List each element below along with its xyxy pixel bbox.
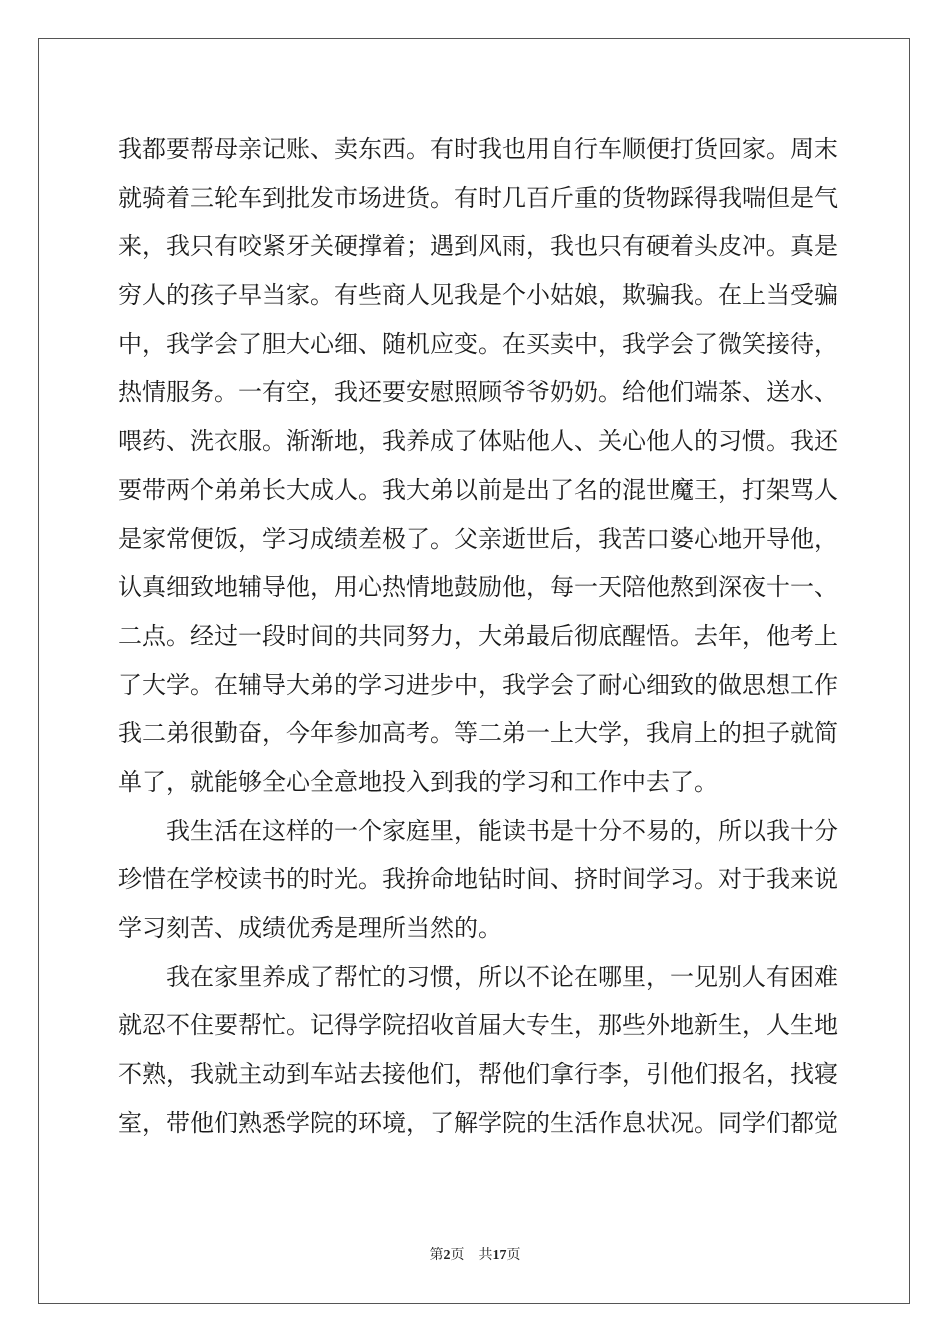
text-line: 就骑着三轮车到批发市场进货。有时几百斤重的货物踩得我喘但是气 — [118, 183, 838, 212]
text-line: 了大学。在辅导大弟的学习进步中，我学会了耐心细致的做思想工作 — [118, 670, 838, 699]
text-line: 热情服务。一有空，我还要安慰照顾爷爷奶奶。给他们端茶、送水、 — [118, 378, 838, 407]
text-line: 我二弟很勤奋，今年参加高考。等二弟一上大学，我肩上的担子就简 — [118, 719, 838, 748]
page-prefix: 第 — [429, 1248, 444, 1263]
page-number: 2 — [443, 1248, 451, 1263]
document-body — [118, 125, 838, 1147]
text-line: 我在家里养成了帮忙的习惯，所以不论在哪里，一见别人有困难 — [166, 962, 838, 991]
text-line: 二点。经过一段时间的共同努力，大弟最后彻底醒悟。去年，他考上 — [118, 621, 838, 650]
text-line: 要带两个弟弟长大成人。我大弟以前是出了名的混世魔王，打架骂人 — [118, 475, 838, 504]
text-line: 就忍不住要帮忙。记得学院招收首届大专生，那些外地新生，人生地 — [118, 1011, 838, 1040]
text-line: 室，带他们熟悉学院的环境，了解学院的生活作息状况。同学们都觉 — [118, 1108, 838, 1137]
text-line: 我生活在这样的一个家庭里，能读书是十分不易的，所以我十分 — [166, 816, 838, 845]
page-indicator — [430, 1244, 465, 1264]
total-pages: 17 — [492, 1248, 507, 1263]
text-line: 单了，就能够全心全意地投入到我的学习和工作中去了。 — [118, 767, 718, 796]
text-line: 学习刻苦、成绩优秀是理所当然的。 — [118, 914, 502, 942]
page-suffix: 页 — [450, 1248, 465, 1263]
page-footer — [0, 1244, 950, 1264]
text-line: 中，我学会了胆大心细、随机应变。在买卖中，我学会了微笑接待， — [118, 329, 838, 358]
text-line: 喂药、洗衣服。渐渐地，我养成了体贴他人、关心他人的习惯。我还 — [118, 427, 838, 456]
text-line: 来，我只有咬紧牙关硬撑着；遇到风雨，我也只有硬着头皮冲。真是 — [118, 232, 838, 261]
text-line: 珍惜在学校读书的时光。我拚命地钻时间、挤时间学习。对于我来说 — [118, 865, 838, 894]
total-suffix: 页 — [506, 1248, 521, 1263]
text-line: 认真细致地辅导他，用心热情地鼓励他，每一天陪他熬到深夜十一、 — [118, 573, 838, 602]
total-prefix: 共 — [478, 1248, 493, 1263]
text-line: 不熟，我就主动到车站去接他们，帮他们拿行李，引他们报名，找寝 — [118, 1060, 838, 1089]
total-pages-indicator — [479, 1244, 521, 1264]
text-line: 穷人的孩子早当家。有些商人见我是个小姑娘，欺骗我。在上当受骗 — [118, 281, 838, 310]
text-line: 我都要帮母亲记账、卖东西。有时我也用自行车顺便打货回家。周末 — [118, 135, 838, 163]
text-line: 是家常便饭，学习成绩差极了。父亲逝世后，我苦口婆心地开导他， — [118, 524, 838, 553]
